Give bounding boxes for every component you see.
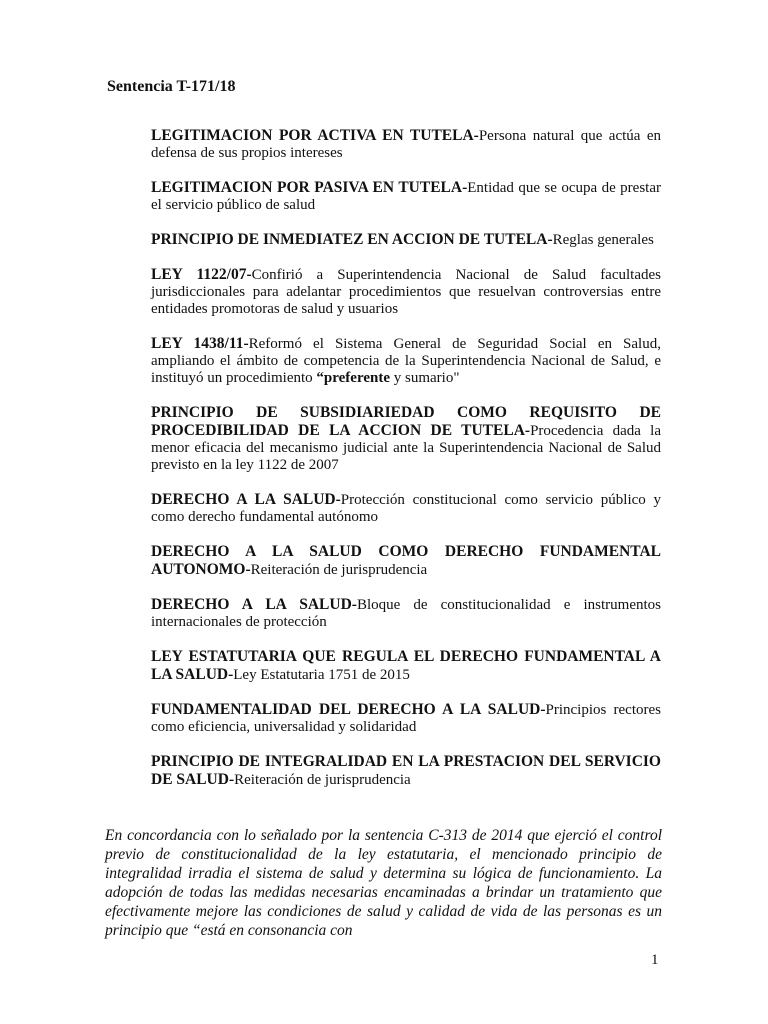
entry-description: Principios rectores como eficiencia, universalidad y solidaridad <box>151 702 661 735</box>
document-title: Sentencia T-171/18 <box>107 78 236 95</box>
summary-entry <box>151 179 661 214</box>
summary-entry <box>151 404 661 474</box>
body-paragraph: En concordancia con lo señalado por la sentencia C-313 de 2014 que ejerció el control previo de constitucionalidad de la ley estatutaria, el mencionado principio de integralidad irradia el sistema de salud y determina su lógica de funcionamiento. La adopción de todas las medidas necesarias encaminadas a brindar un tratamiento que efectivamente mejore las condiciones de salud y calidad de vida de las personas es un principio que “está en consonancia con <box>105 827 662 939</box>
summary-entry <box>151 335 661 387</box>
entry-description-emphasis: “preferente <box>316 370 390 386</box>
entry-heading: DERECHO A LA SALUD COMO DERECHO FUNDAMENTAL AUTONOMO- <box>151 543 661 578</box>
summary-entry <box>151 701 661 736</box>
summary-entry <box>151 491 661 526</box>
entry-description: Protección constitucional como servicio público y como derecho fundamental autónomo <box>151 492 661 525</box>
summary-entry <box>151 127 661 162</box>
entry-heading: PRINCIPIO DE SUBSIDIARIEDAD COMO REQUISITO DE PROCEDIBILIDAD DE LA ACCION DE TUTELA- <box>151 404 661 439</box>
entry-heading: FUNDAMENTALIDAD DEL DERECHO A LA SALUD- <box>151 701 546 718</box>
summary-entry <box>151 596 661 631</box>
entry-description: Procedencia dada la menor eficacia del mecanismo judicial ante la Superintendencia Nacional de Salud previsto en la ley 1122 de 2007 <box>151 423 662 473</box>
summary-entry <box>151 231 661 249</box>
entry-heading: LEY 1122/07- <box>151 266 252 283</box>
entry-description: Ley Estatutaria 1751 de 2015 <box>233 667 410 683</box>
entry-heading: LEGITIMACION POR ACTIVA EN TUTELA- <box>151 127 479 144</box>
entry-description: Reglas generales <box>552 232 654 248</box>
entry-description: Confirió a Superintendencia Nacional de Salud facultades jurisdiccionales para adelantar procedimientos que resuelvan controversias entre entidades promotoras de salud y usuarios <box>151 267 661 317</box>
entry-heading: LEY 1438/11- <box>151 335 249 352</box>
entry-description: Entidad que se ocupa de prestar el servicio público de salud <box>151 180 661 213</box>
summary-entry <box>151 543 661 579</box>
summary-entry <box>151 753 661 789</box>
page-number: 1 <box>651 952 659 968</box>
summary-entry <box>151 648 661 684</box>
summary-entry <box>151 266 661 318</box>
entry-description-tail: y sumario" <box>390 370 460 386</box>
entry-heading: DERECHO A LA SALUD- <box>151 596 357 613</box>
summary-entries <box>151 127 661 806</box>
entry-heading: LEY ESTATUTARIA QUE REGULA EL DERECHO FUNDAMENTAL A LA SALUD- <box>151 648 661 683</box>
entry-description: Bloque de constitucionalidad e instrumentos internacionales de protección <box>151 597 661 630</box>
entry-heading: PRINCIPIO DE INTEGRALIDAD EN LA PRESTACION DEL SERVICIO DE SALUD- <box>151 753 661 788</box>
entry-description: Persona natural que actúa en defensa de sus propios intereses <box>151 128 661 161</box>
entry-description-text: Reformó el Sistema General de Seguridad Social en Salud, ampliando el ámbito de competencia de la Superintendencia Nacional de Salud, e instituyó un procedimiento <box>151 336 661 386</box>
entry-description: Reiteración de jurisprudencia <box>250 562 428 578</box>
entry-heading: LEGITIMACION POR PASIVA EN TUTELA- <box>151 179 468 196</box>
entry-heading: PRINCIPIO DE INMEDIATEZ EN ACCION DE TUTELA- <box>151 231 553 248</box>
entry-heading: DERECHO A LA SALUD- <box>151 491 341 508</box>
entry-description: Reiteración de jurisprudencia <box>234 772 411 788</box>
